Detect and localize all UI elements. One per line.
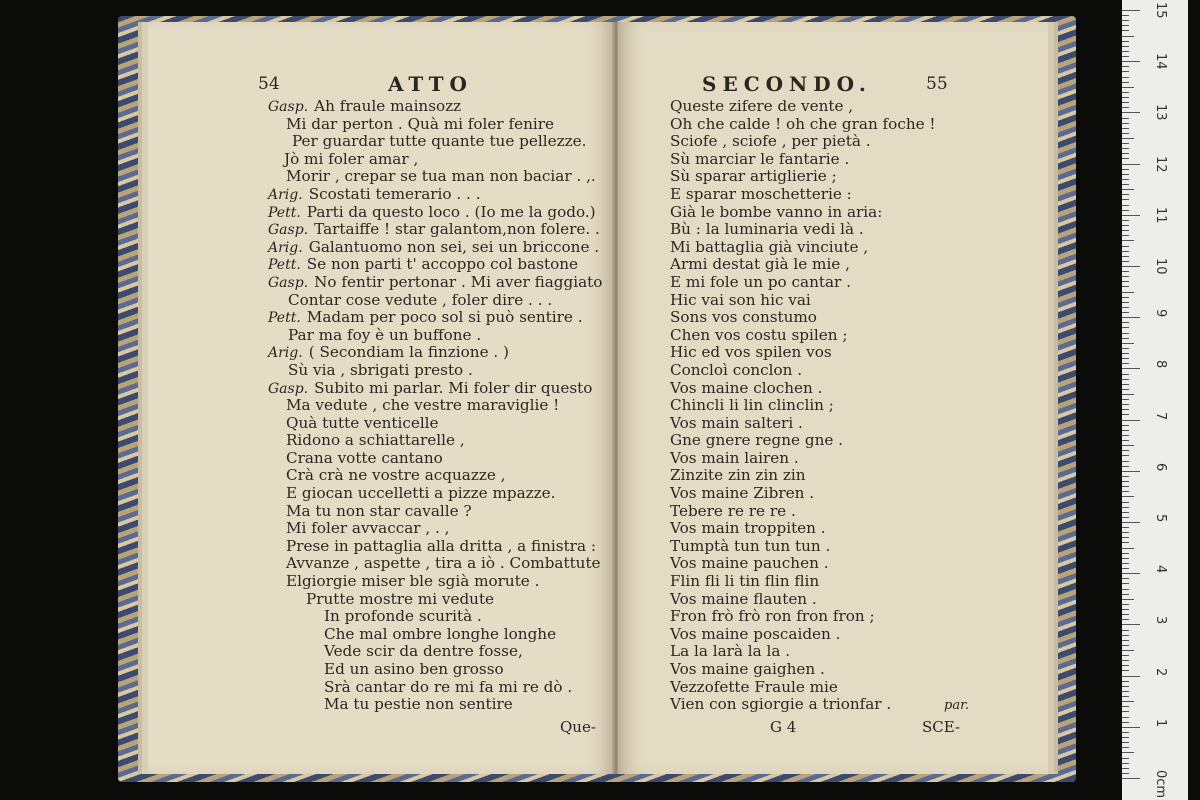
text-line [268,661,602,679]
line-text: ( Secondiam la finzione . ) [308,343,509,362]
text-line: Vos maine gaighen . [670,660,825,678]
text-line [268,485,602,503]
ruler-tick [1122,36,1134,37]
ruler-tick [1122,338,1129,339]
ruler-tick [1122,189,1134,190]
ruler-tick [1122,527,1129,528]
ruler-tick [1122,768,1129,769]
ruler-tick [1122,450,1129,451]
speaker-label: Arig. [268,186,303,203]
line-text: Ed un asino ben grosso [324,660,504,678]
ruler-tick [1122,20,1129,21]
ruler-tick [1122,583,1129,584]
ruler-label: 12 [1153,155,1168,173]
ruler-tick [1122,676,1140,677]
ruler-tick [1122,701,1134,702]
ruler-tick [1122,240,1134,241]
text-line: Hic ed vos spilen vos [670,343,832,362]
ruler-tick [1122,327,1129,328]
line-text: Jò mi foler amar , [284,149,419,168]
ruler-tick [1122,271,1129,272]
text-line [268,151,602,169]
ruler-tick [1122,476,1129,477]
ruler-tick [1122,532,1129,533]
ruler-tick [1122,128,1129,129]
line-text: Avvanze , aspette , tira a iò . Combattute [286,554,601,573]
ruler-tick [1122,404,1129,405]
line-text: Tartaiffe ! star galantom,non folere. . [314,220,600,239]
text-line: La la larà la la . [670,642,791,661]
ruler-tick [1122,384,1129,385]
text-line: Vos maine clochen . [670,378,823,397]
ruler-tick [1122,542,1129,543]
text-line [268,204,602,222]
line-text: Ma vedute , che vestre maraviglie ! [286,396,560,415]
ruler-tick [1122,635,1129,636]
ruler-tick [1122,455,1129,456]
ruler-tick [1122,466,1129,467]
text-line [268,467,602,485]
left-page [148,22,614,774]
ruler-tick [1122,614,1129,615]
ruler-tick [1122,686,1129,687]
text-line [268,256,602,274]
ruler-tick [1122,727,1140,728]
ruler-tick [1122,619,1129,620]
line-text: Morir , crepar se tua man non baciar . ,. [286,167,596,186]
ruler-tick [1122,333,1129,334]
ruler-tick [1122,30,1129,31]
line-text: Par ma foy è un buffone . [288,325,482,344]
ruler-tick [1122,102,1129,103]
ruler-tick [1122,164,1140,165]
speaker-label: Pett. [268,310,301,327]
line-text: Prutte mostre mi vedute [306,589,495,608]
text-line [268,380,602,398]
ruler-label: 4 [1153,565,1168,574]
text-line: Hic vai son hic vai [670,290,811,309]
ruler-tick [1122,711,1129,712]
ruler-tick [1122,604,1129,605]
line-text: Elgiorgie miser ble sgià morute . [286,572,540,591]
ruler-tick [1122,51,1129,52]
ruler-tick [1122,737,1129,738]
ruler-tick [1122,87,1134,88]
ruler-tick [1122,650,1134,651]
text-line [268,309,602,327]
text-line: E mi fole un po cantar . [670,272,851,291]
ruler-tick [1122,681,1129,682]
ruler-tick [1122,215,1140,216]
text-line [268,274,602,292]
ruler-tick [1122,773,1129,774]
text-line: Vos main troppiten . [670,519,826,538]
line-text: E giocan uccelletti a pizze mpazze. [286,484,556,503]
line-text: Sù via , sbrigati presto . [288,360,473,379]
text-line: Bù : la luminaria vedi là . [670,220,864,239]
ruler-label: 6 [1153,462,1168,472]
ruler-tick [1122,123,1129,124]
ruler-tick [1122,670,1129,671]
speaker-label: Arig. [268,239,303,256]
ruler-label: 14 [1153,53,1168,70]
text-line: Mi battaglia già vinciute , [670,237,869,256]
ruler-tick [1122,630,1129,631]
line-text: Ridono a schiattarelle , [286,431,465,450]
text-line [268,397,602,415]
ruler-tick [1122,266,1140,267]
line-text: Parti da questo loco . (Io me la godo.) [306,202,596,221]
ruler-tick [1122,179,1129,180]
text-line [268,573,602,591]
ruler-tick [1122,118,1129,119]
ruler-tick [1122,71,1129,72]
ruler-tick [1122,778,1140,779]
ruler-tick [1122,742,1129,743]
ruler-tick [1122,46,1129,47]
ruler-tick [1122,158,1129,159]
ruler-tick [1122,235,1129,236]
ruler-tick [1122,276,1129,277]
line-text: Ah fraule mainsozz [314,97,462,115]
text-line [268,133,602,151]
text-line: Chen vos costu spilen ; [670,325,848,344]
ruler-tick [1122,414,1129,415]
ruler-tick [1122,143,1129,144]
text-line: Queste zifere de vente , [670,97,854,115]
ruler-tick [1122,496,1134,497]
measurement-ruler [1122,0,1188,800]
text-line: Vezzofette Fraule mie [670,677,838,696]
text-line: Vos main lairen . [670,448,799,467]
speaker-label: Pett. [268,257,301,274]
ruler-tick [1122,230,1129,231]
page-header: ATTO [388,72,473,96]
ruler-tick [1122,548,1134,549]
ruler-tick [1122,752,1134,753]
text-line [268,292,602,310]
text-line [268,626,602,644]
ruler-tick [1122,153,1129,154]
text-line: Sciofe , sciofe , per pietà . [670,132,871,151]
speaker-label: Pett. [268,204,301,221]
text-line [268,555,602,573]
text-line: Vos maine pauchen . [670,554,829,573]
line-text: Subito mi parlar. Mi foler dir questo [314,378,593,397]
ruler-tick [1122,481,1129,482]
text-line [268,415,602,433]
marginal-note: par. [944,698,969,713]
ruler-tick [1122,15,1129,16]
ruler-tick [1122,343,1134,344]
text-line: Tebere re re re . [670,501,796,520]
text-line: Vien con sgiorgie a trionfar . [670,695,892,714]
ruler-tick [1122,92,1129,93]
ruler-tick [1122,645,1129,646]
ruler-tick [1122,502,1129,503]
ruler-label: 3 [1153,616,1168,625]
ruler-tick [1122,307,1129,308]
text-line [268,168,602,186]
page-header: SECONDO. [702,72,872,96]
text-line [268,186,602,204]
ruler-tick [1122,722,1129,723]
ruler-tick [1122,286,1129,287]
ruler-tick [1122,10,1140,11]
ruler-tick [1122,717,1129,718]
signature-mark: G 4 [770,718,797,736]
ruler-tick [1122,537,1129,538]
catchword: Que- [560,718,596,736]
text-line: Gne gnere regne gne . [670,431,844,450]
text-line [268,696,602,714]
right-page [618,22,1048,774]
ruler-tick [1122,61,1140,62]
line-text: In profonde scurità . [324,607,482,626]
ruler-tick [1122,399,1129,400]
line-text: No fentir pertonar . Mi aver fiaggiato [314,272,603,291]
text-line [268,221,602,239]
ruler-tick [1122,578,1129,579]
ruler-tick [1122,97,1129,98]
ruler-label: 9 [1153,309,1168,318]
line-text: Scostati temerario . . . [308,184,481,203]
ruler-label: 7 [1153,411,1168,420]
ruler-label: 10 [1153,258,1168,275]
ruler-tick [1122,210,1129,211]
ruler-tick [1122,225,1129,226]
ruler-tick [1122,281,1129,282]
text-line [268,450,602,468]
ruler-tick [1122,363,1129,364]
ruler-tick [1122,112,1140,113]
text-line: Vos maine flauten . [670,589,817,608]
page-number: 55 [926,74,948,94]
ruler-tick [1122,368,1140,369]
text-line [268,116,602,134]
ruler-tick [1122,56,1129,57]
ruler-label: 0cm [1153,770,1168,799]
ruler-tick [1122,25,1129,26]
ruler-tick [1122,322,1129,323]
ruler-tick [1122,512,1129,513]
ruler-label: 13 [1153,104,1168,121]
ruler-tick [1122,246,1129,247]
ruler-tick [1122,573,1140,574]
text-line [268,98,602,116]
ruler-tick [1122,471,1140,472]
ruler-tick [1122,389,1129,390]
ruler-tick [1122,169,1129,170]
ruler-tick [1122,599,1134,600]
text-line: Concloì conclon . [670,360,803,379]
ruler-tick [1122,358,1129,359]
ruler-tick [1122,133,1129,134]
line-text: Vede scir da dentre fosse, [324,642,523,661]
text-line [268,344,602,362]
page-number: 54 [258,74,280,94]
ruler-tick [1122,261,1129,262]
ruler-tick [1122,763,1129,764]
ruler-tick [1122,430,1129,431]
ruler-label: 15 [1153,2,1168,19]
ruler-tick [1122,747,1129,748]
text-line [268,679,602,697]
ruler-tick [1122,379,1129,380]
ruler-tick [1122,589,1129,590]
text-line: Flin fli li tin flin flin [670,572,820,591]
catchword: SCE- [922,718,961,736]
line-text: Ma tu pestie non sentire [324,695,513,714]
ruler-tick [1122,256,1129,257]
line-text: Che mal ombre longhe longhe [324,624,557,643]
ruler-tick [1122,609,1129,610]
ruler-tick [1122,77,1129,78]
text-line: Vos maine Zibren . [670,484,815,503]
text-line: Sons vos constumo [670,308,817,327]
ruler-tick [1122,517,1129,518]
ruler-tick [1122,312,1129,313]
ruler-tick [1122,696,1129,697]
line-text: Prese in pattaglia alla dritta , a finistra : [286,536,596,555]
ruler-tick [1122,553,1129,554]
text-line: Fron frò frò ron fron fron ; [670,607,875,626]
ruler-label: 11 [1153,206,1168,224]
line-text: Mi foler avvaccar , . , [286,519,450,538]
text-lines [670,98,936,714]
ruler-tick [1122,461,1129,462]
text-line [268,503,602,521]
ruler-tick [1122,425,1129,426]
ruler-tick [1122,445,1134,446]
text-line [268,327,602,345]
ruler-tick [1122,435,1129,436]
ruler-tick [1122,251,1129,252]
ruler-label: 5 [1153,514,1168,523]
ruler-tick [1122,507,1129,508]
line-text: Galantuomo non sei, sei un briccone . [308,237,600,256]
ruler-tick [1122,317,1140,318]
ruler-tick [1122,660,1129,661]
line-text: Per guardar tutte quante tue pellezze. [292,132,587,151]
ruler-tick [1122,624,1140,625]
text-line: Oh che calde ! oh che gran foche ! [670,114,936,133]
ruler-tick [1122,107,1129,108]
line-text: Crana votte cantano [286,448,443,467]
ruler-tick [1122,66,1129,67]
ruler-tick [1122,758,1129,759]
ruler-tick [1122,292,1134,293]
ruler-tick [1122,491,1129,492]
text-line [268,538,602,556]
ruler-tick [1122,220,1129,221]
ruler-tick [1122,594,1129,595]
ruler-tick [1122,655,1129,656]
text-line: Vos main salteri . [670,413,803,432]
ruler-tick [1122,691,1129,692]
line-text: Srà cantar do re mi fa mi re dò . [324,677,573,696]
text-line: Zinzite zin zin zin [670,466,806,485]
text-lines [268,98,602,714]
ruler-tick [1122,205,1129,206]
text-line: Armi destat già le mie , [670,255,850,274]
ruler-tick [1122,148,1129,149]
ruler-label: 2 [1153,667,1168,676]
ruler-tick [1122,174,1129,175]
text-line [268,362,602,380]
line-text: Mi dar perton . Quà mi foler fenire [286,114,554,133]
text-line [268,432,602,450]
ruler-tick [1122,353,1129,354]
ruler-tick [1122,665,1129,666]
line-text: Quà tutte venticelle [286,413,439,432]
ruler-tick [1122,194,1129,195]
speaker-label: Gasp. [268,274,309,291]
line-text: Contar cose vedute , foler dire . . . [288,290,553,309]
ruler-tick [1122,440,1129,441]
text-line: Sù marciar le fantarie . [670,149,850,168]
ruler-tick [1122,558,1129,559]
ruler-tick [1122,420,1140,421]
text-line: Sù sparar artiglierie ; [670,167,837,186]
speaker-label: Gasp. [268,222,309,239]
ruler-tick [1122,409,1129,410]
line-text: Se non parti t' accoppo col bastone [306,255,579,274]
text-line [268,239,602,257]
line-text: Madam per poco sol si può sentire . [306,308,583,327]
ruler-tick [1122,522,1140,523]
ruler-tick [1122,297,1129,298]
line-text: Crà crà ne vostre acquazze , [286,466,506,485]
ruler-label: 1 [1153,718,1168,728]
text-line: Chincli li lin clinclin ; [670,396,834,415]
text-line: E sparar moschetterie : [670,184,852,203]
ruler-tick [1122,138,1134,139]
ruler-tick [1122,41,1129,42]
ruler-tick [1122,706,1129,707]
speaker-label: Gasp. [268,380,309,397]
ruler-tick [1122,568,1129,569]
ruler-label: 8 [1153,360,1168,369]
speaker-label: Gasp. [268,99,309,115]
line-text: Ma tu non star cavalle ? [286,501,472,520]
ruler-tick [1122,184,1129,185]
ruler-tick [1122,563,1129,564]
ruler-tick [1122,732,1129,733]
ruler-tick [1122,82,1129,83]
ruler-tick [1122,348,1129,349]
ruler-tick [1122,486,1129,487]
text-line [268,643,602,661]
text-line: Vos maine poscaiden . [670,624,841,643]
ruler-tick [1122,640,1129,641]
text-line: Tumptà tun tun tun . [670,536,831,555]
text-line [268,608,602,626]
text-line [268,520,602,538]
text-line: Già le bombe vanno in aria: [670,202,883,221]
ruler-tick [1122,394,1134,395]
ruler-tick [1122,302,1129,303]
ruler-tick [1122,374,1129,375]
ruler-tick [1122,199,1129,200]
speaker-label: Arig. [268,345,303,362]
text-line [268,591,602,609]
